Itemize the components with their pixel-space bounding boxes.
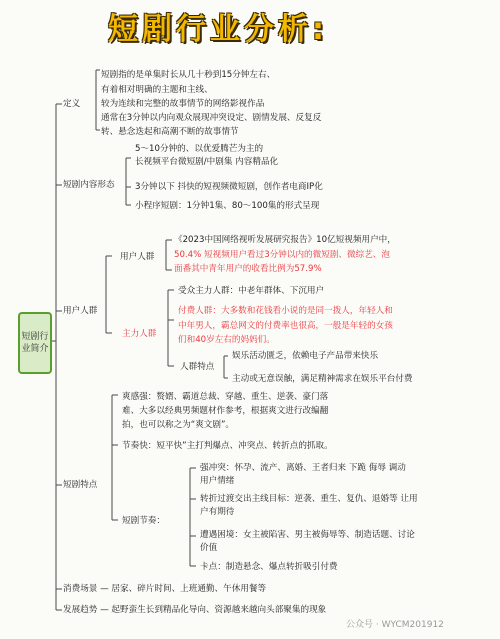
definition-line: 短剧指的是单集时长从几十秒到15分钟左右、 bbox=[101, 70, 276, 80]
form-item: 长视频平台微短剧/中剧集 内容精品化 bbox=[135, 157, 279, 167]
definition-line: 较为连续和完整的故事情节的网络影视作品 bbox=[101, 99, 265, 109]
payer-line: 中年男人，霸总网文的付费率也很高，一般是年轻的女孩 bbox=[178, 321, 393, 331]
rhythm-item: 强冲突：怀孕、流产、离婚、王者归来 下跪 侮辱 调动 bbox=[200, 463, 406, 473]
definition-line: 通常在3分钟以内向观众展现冲突设定、剧情发展、反复反 bbox=[101, 113, 322, 123]
rhythm-item: 卡点：制造悬念、爆点转折吸引付费 bbox=[200, 562, 338, 572]
definition-line: 转、悬念迭起和高潮不断的故事情节 bbox=[101, 127, 239, 137]
trend-line: 发展趋势 — 起野蛮生长到精品化导向、资源越来越向头部聚集的现象 bbox=[63, 605, 327, 615]
form-item: 小程序短剧：1分钟1集、80～100集的形式呈现 bbox=[135, 201, 320, 211]
scene-line: 消费场景 — 居家、碎片时间、上班通勤、午休用餐等 bbox=[63, 584, 267, 594]
main-group-label: 主力人群 bbox=[122, 329, 157, 339]
definition-label: 定义 bbox=[63, 99, 81, 109]
user-group-label: 用户人群 bbox=[120, 252, 155, 262]
rhythm-label: 短剧节奏： bbox=[122, 516, 165, 526]
watermark: 公众号 · WYCM201912 bbox=[346, 620, 444, 630]
rhythm-item: 转折过渡交出主线目标：逆袭、重生、复仇、退婚等 让用 bbox=[200, 494, 418, 504]
cool-line: 爽感强：赘婿、霸道总裁、穿越、重生、逆袭、豪门落 bbox=[122, 392, 329, 402]
trait-item: 主动或无意误触，满足精神需求在娱乐平台付费 bbox=[232, 374, 413, 384]
traits-label: 人群特点 bbox=[180, 362, 215, 372]
rhythm-item: 用户情绪 bbox=[200, 476, 235, 486]
features-label: 短剧特点 bbox=[63, 480, 98, 490]
cool-line: 拍，也可以称之为“爽文剧”。 bbox=[122, 420, 235, 430]
form-item: 5～10分钟的、以优爱腾芒为主的 bbox=[135, 144, 264, 154]
user-group-line: 《2023中国网络视听发展研究报告》10亿短视频用户中， bbox=[174, 235, 396, 245]
payer-line: 付费人群：大多数和花钱看小说的是同一拨人，年轻人和 bbox=[178, 306, 393, 316]
form-item: 3分钟以下 抖快的短视频微短剧，创作者电商IP化 bbox=[135, 182, 323, 192]
page-title: 短剧行业分析: bbox=[108, 12, 328, 47]
form-label: 短剧内容形态 bbox=[63, 180, 115, 190]
rhythm-item: 户有期待 bbox=[200, 507, 235, 517]
rhythm-item: 价值 bbox=[200, 543, 218, 553]
users-label: 用户人群 bbox=[63, 306, 98, 316]
trait-item: 娱乐活动匮乏，依赖电子产品带来快乐 bbox=[232, 351, 379, 361]
payer-line: 们和40岁左右的妈妈们。 bbox=[178, 335, 275, 345]
user-group-line: 50.4% 短视频用户看过3分钟以内的微短剧、微综艺、泡 bbox=[174, 250, 390, 260]
definition-line: 有着相对明确的主题和主线、 bbox=[101, 85, 213, 95]
main-audience: 受众主力人群：中老年群体、下沉用户 bbox=[178, 286, 325, 296]
user-group-line: 面番其中青年用户的收看比例为57.9% bbox=[174, 264, 322, 274]
pace-line: 节奏快：短平快”主打判爆点、冲突点、转折点的抓取。 bbox=[122, 441, 333, 451]
root-node: 短剧行业简介 bbox=[18, 312, 52, 374]
rhythm-item: 遭遇困境：女主被陷害、男主被侮辱等、制造话题、讨论 bbox=[200, 530, 415, 540]
cool-line: 难、大多以经典男频题材作参考，根据爽文进行改编翻 bbox=[122, 406, 329, 416]
